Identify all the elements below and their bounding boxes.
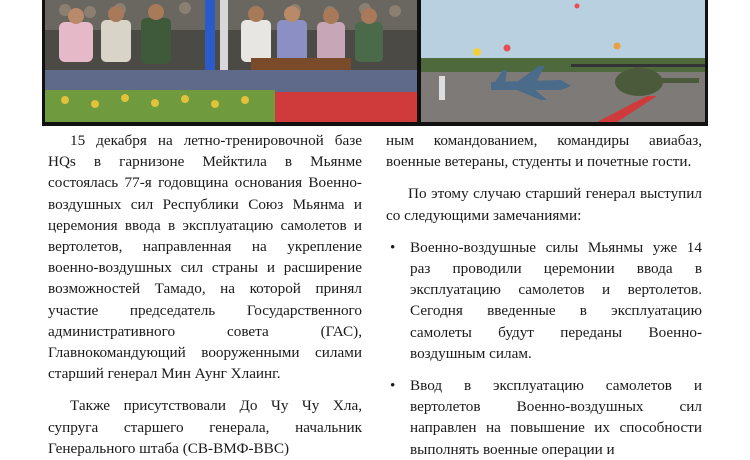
article-paragraph: Также присутствовали До Чу Чу Хла, супруга старшего генерала, начальник Генерального штаба (СВ-ВМФ-ВВС) [48, 397, 362, 457]
bullet-icon: • [390, 238, 396, 256]
list-item-text: Военно-воздушные силы Мьянмы уже 14 раз проводили церемонии ввода в эксплуатацию самолетов и вертолетов. Сегодня введенные в эксплуатацию самолеты будут переданы Военно-воздушным силам. [410, 238, 702, 362]
list-item [386, 375, 702, 460]
article-left-column [48, 130, 362, 459]
remarks-list [386, 237, 702, 460]
article-right-column [386, 130, 702, 460]
article-paragraph: 15 декабря на летно-тренировочной базе HQs в гарнизоне Мейктила в Мьянме состоялась 77-я годовщина основания Военно-воздушных сил Республики Союз Мьянма и церемония ввода в эксплуатацию самолетов и вертолетов, направленная на укрепление военно-воздушных сил страны и расширение возможностей Тамадо, на которой принял участие председатель Государственного административного совета (ГАС), Главнокомандующий вооруженными силами старший генерал Мин Аунг Хлаинг. [48, 132, 362, 383]
list-item [386, 237, 702, 364]
list-item-text: Ввод в эксплуатацию самолетов и вертолетов Военно-воздушных сил направлен на повышение их способности выполнять военные операции и [410, 377, 702, 458]
aircraft-photo [421, 0, 705, 122]
bullet-icon: • [390, 377, 396, 395]
aircraft-photo-image [421, 0, 705, 122]
ceremony-photo [45, 0, 417, 122]
ceremony-photo-image [45, 0, 417, 122]
article-paragraph: По этому случаю старший генерал выступил со следующими замечаниями: [386, 185, 702, 224]
photo-strip [42, 0, 708, 126]
article-paragraph: ным командованием, командиры авиабаз, военные ветераны, студенты и почетные гости. [386, 132, 702, 171]
